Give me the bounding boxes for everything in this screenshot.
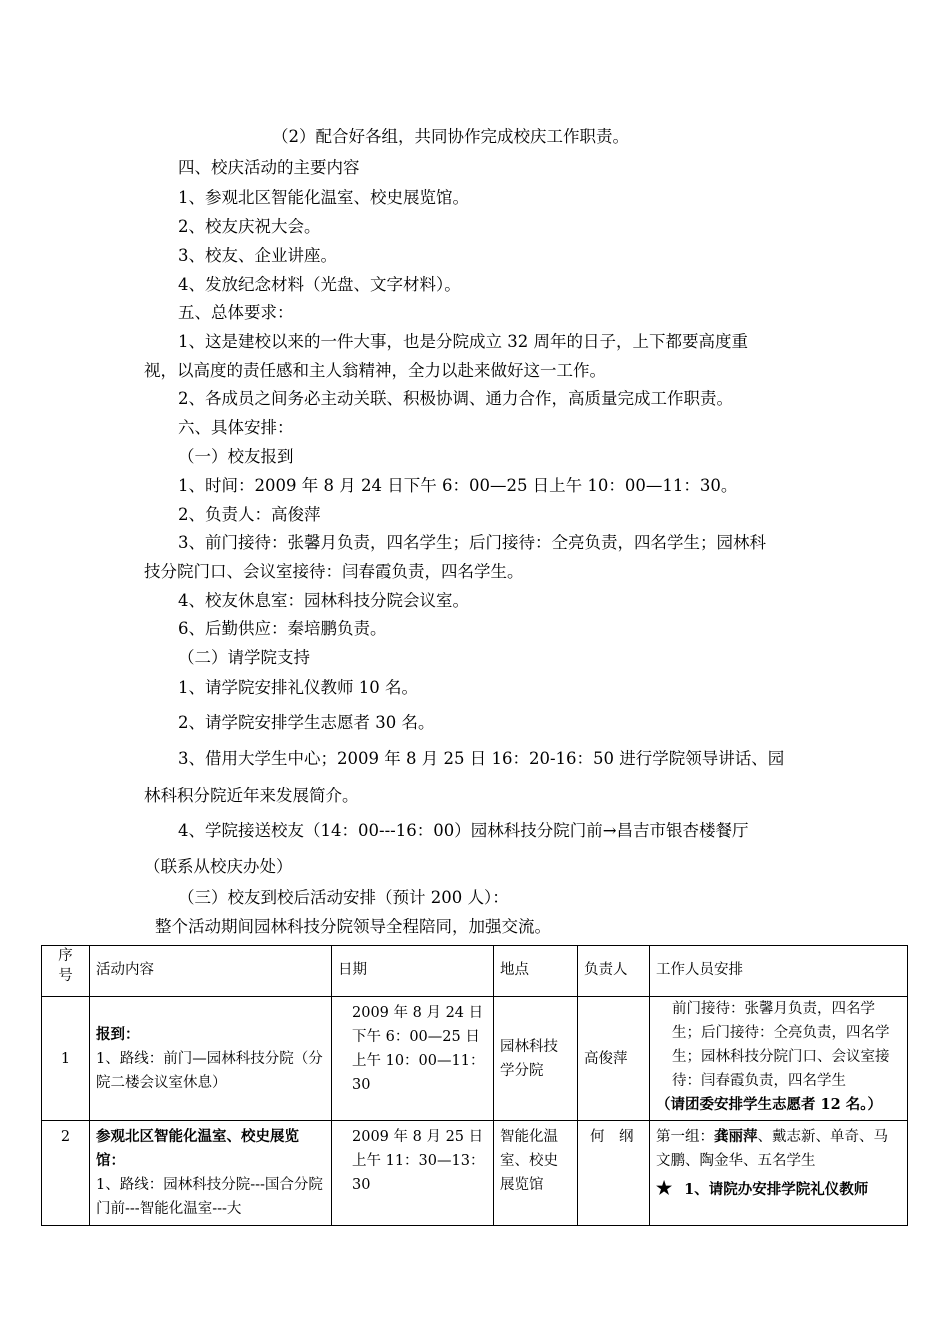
row-number: 2: [42, 1121, 90, 1226]
text-line: 1、参观北区智能化温室、校史展览馆。: [178, 188, 469, 207]
place-cell: 园林科技学分院: [494, 997, 578, 1121]
staff-note: [656, 1177, 901, 1202]
header-cell: 工作人员安排: [650, 946, 908, 997]
staff-cell: [650, 997, 908, 1121]
text-line: 3、校友、企业讲座。: [178, 246, 337, 265]
staff-group: [656, 1125, 901, 1173]
table-row: [42, 997, 908, 1121]
text-line: 4、校友休息室：园林科技分院会议室。: [178, 591, 469, 610]
text-line: 4、学院接送校友（14：00---16：00）园林科技分院门前→昌吉市银杏楼餐厅: [178, 821, 749, 840]
star-icon: ★: [656, 1178, 673, 1199]
header-cell: 活动内容: [90, 946, 332, 997]
activity-title: 报到：: [96, 1025, 140, 1043]
section-heading: 五、总体要求：: [178, 303, 294, 322]
text-line: 3、借用大学生中心；2009 年 8 月 25 日 16：20-16：50 进行学院领导讲话、园: [178, 749, 785, 768]
subsection-heading: （一）校友报到: [178, 447, 294, 466]
date-cell: 2009 年 8 月 25 日上午 11：30—13：30: [332, 1121, 494, 1226]
activity-detail: 1、路线：前门—园林科技分院（分院二楼会议室休息）: [96, 1050, 323, 1091]
staff-group-members: 、戴志新、单奇、马文鹏、陶金华、五名学生: [656, 1129, 888, 1169]
staff-group-prefix: 第一组：: [656, 1129, 714, 1145]
text-line: 2、校友庆祝大会。: [178, 217, 321, 236]
owner-cell: 何 纲: [578, 1121, 650, 1226]
text-line: 技分院门口、会议室接待：闫春霞负责，四名学生。: [144, 562, 524, 581]
owner-cell: 高俊萍: [578, 997, 650, 1121]
text-line: 1、请学院安排礼仪教师 10 名。: [178, 678, 418, 697]
section-heading: 四、校庆活动的主要内容: [178, 158, 360, 177]
header-cell: 序号: [42, 946, 90, 997]
header-cell: 负责人: [578, 946, 650, 997]
row-number: 1: [42, 997, 90, 1121]
text-line: 1、时间：2009 年 8 月 24 日下午 6：00—25 日上午 10：00—11：30。: [178, 476, 738, 495]
subsection-heading: （三）校友到校后活动安排（预计 200 人）：: [178, 888, 509, 907]
schedule-table: [41, 945, 908, 1226]
text-line: 2、请学院安排学生志愿者 30 名。: [178, 713, 435, 732]
text-line: 6、后勤供应：秦培鹏负责。: [178, 619, 387, 638]
table-header-row: [42, 946, 908, 997]
staff-note-text: 1、请院办安排学院礼仪教师: [684, 1181, 869, 1198]
text-line: 4、发放纪念材料（光盘、文字材料）。: [178, 275, 461, 294]
place-cell: 智能化温室、校史展览馆: [494, 1121, 578, 1226]
text-line: （2）配合好各组，共同协作完成校庆工作职责。: [272, 127, 629, 146]
text-line: 2、负责人：高俊萍: [178, 505, 321, 524]
activity-content-cell: [90, 1121, 332, 1226]
activity-detail: 1、路线：园林科技分院---国合分院门前---智能化温室---大: [96, 1177, 323, 1217]
activity-title: 参观北区智能化温室、校史展览馆：: [96, 1128, 299, 1169]
staff-group-leader: 龚丽萍: [714, 1128, 758, 1145]
text-line: 3、前门接待：张馨月负责，四名学生；后门接待：仝亮负责，四名学生；园林科: [178, 533, 766, 552]
text-line: 林科积分院近年来发展简介。: [144, 786, 359, 805]
header-cell: 日期: [332, 946, 494, 997]
date-cell: 2009 年 8 月 24 日下午 6：00—25 日上午 10：00—11：30: [332, 997, 494, 1121]
text-line: 2、各成员之间务必主动关联、积极协调、通力合作，高质量完成工作职责。: [178, 389, 733, 408]
text-line: 视，以高度的责任感和主人翁精神，全力以赴来做好这一工作。: [144, 361, 606, 380]
text-line: 1、这是建校以来的一件大事，也是分院成立 32 周年的日子，上下都要高度重: [178, 332, 748, 351]
staff-text: 前门接待：张馨月负责，四名学生；后门接待：仝亮负责，四名学生；园林科技分院门口、会议室接待：闫春霞负责，四名学生: [672, 1001, 890, 1089]
subsection-heading: （二）请学院支持: [178, 648, 310, 667]
section-heading: 六、具体安排：: [178, 418, 294, 437]
table-row: [42, 1121, 908, 1226]
activity-content-cell: [90, 997, 332, 1121]
text-line: 整个活动期间园林科技分院领导全程陪同，加强交流。: [155, 917, 551, 936]
text-line: （联系从校庆办处）: [144, 857, 293, 876]
staff-cell: [650, 1121, 908, 1226]
header-cell: 地点: [494, 946, 578, 997]
staff-note: （请团委安排学生志愿者 12 名。）: [656, 1096, 883, 1113]
